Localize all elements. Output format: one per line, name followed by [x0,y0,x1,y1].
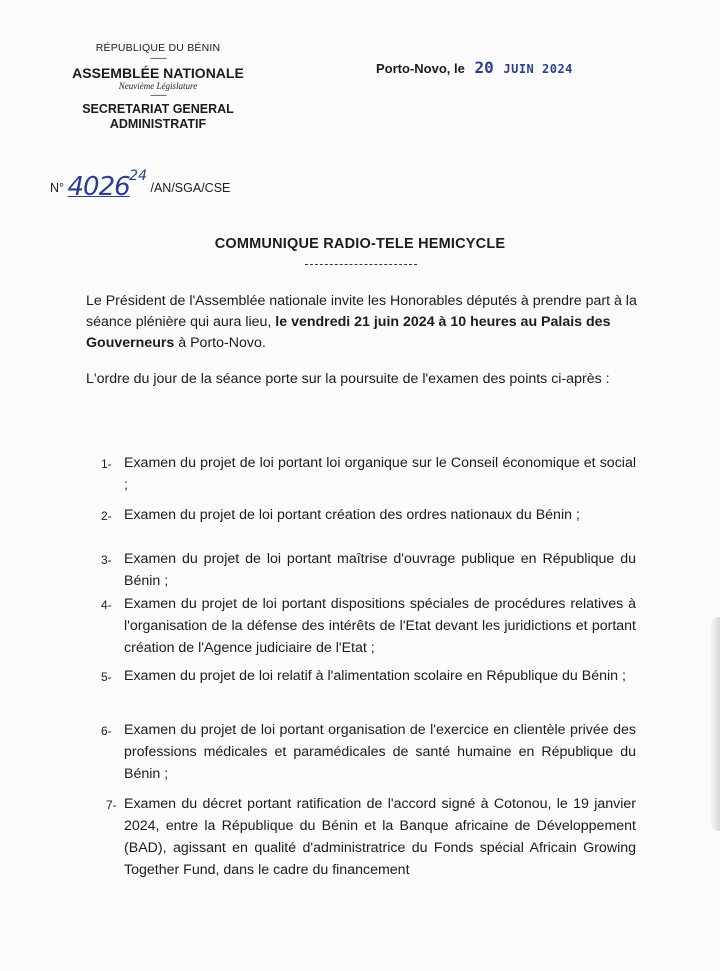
republic-label: RÉPUBLIQUE DU BÉNIN [95,42,221,54]
letterhead [58,42,258,132]
item-text: Examen du projet de loi portant organisation de l'exercice en clientèle privée des professions médicales et paramédicales de santé humaine en République du Bénin ; [124,722,636,782]
page-edge-shadow [711,617,720,831]
date-place: Porto-Novo, le [376,61,465,76]
ref-handwritten-number: 4026 [67,172,130,202]
item-number: 4- [101,598,112,612]
item-text: Examen du projet de loi portant maîtrise d'ouvrage publique en République du Bénin ; [124,551,636,589]
item-text: Examen du projet de loi portant dispositions spéciales de procédures relatives à l'organisation de la défense des intérêts de l'Etat devant les juridictions et portant création de l'Agence judiciaire de l'Etat ; [124,596,636,656]
item-number: 7- [106,798,117,812]
item-text: Examen du projet de loi portant loi organique sur le Conseil économique et social ; [124,455,636,493]
legislature-label: Neuvième Législature [118,81,198,91]
agenda-intro: L'ordre du jour de la séance porte sur la poursuite de l'examen des points ci-après : [86,371,610,387]
date-month-year: JUIN 2024 [503,62,573,76]
intro-paragraph [86,291,646,354]
ref-suffix: /AN/SGA/CSE [150,181,231,195]
ref-handwritten-year: 24 [129,168,147,184]
assembly-name: ASSEMBLÉE NATIONALE [72,65,244,81]
header-divider: -------- [150,53,166,63]
date-stamp [474,58,572,77]
item-text: Examen du projet de loi relatif à l'alimentation scolaire en République du Bénin ; [124,668,626,684]
secretariat-line-2: ADMINISTRATIF [109,117,207,131]
date-day: 20 [474,58,494,77]
item-text: Examen du décret portant ratification de l'accord signé à Cotonou, le 19 janvier 2024, entre la République du Bénin et la Banque africaine de Développement (BAD), agissant en qualité d'administratrice du Fonds spécial Africain Growing Together Fund, dans le cadre du financement [124,796,636,878]
intro-bold: le vendredi 21 juin 2024 à 10 heures au Palais des Gouverneurs [86,314,611,351]
document-title: COMMUNIQUE RADIO-TELE HEMICYCLE [214,236,506,252]
item-number: 3- [101,553,112,567]
intro-text-1: Le Président de l'Assemblée nationale invite les Honorables députés à prendre part à la séance plénière qui aura lieu, [86,293,637,330]
intro-text-2: à Porto-Novo. [174,335,266,351]
secretariat-line-1: SECRETARIAT GENERAL [82,102,234,116]
item-number: 5- [101,670,112,684]
title-separator [305,264,417,265]
item-text: Examen du projet de loi portant création des ordres nationaux du Bénin ; [124,507,580,523]
header-divider: -------- [150,90,166,100]
item-number: 2- [101,509,112,523]
reference-number [50,168,231,202]
item-number: 6- [101,724,112,738]
item-number: 1- [101,457,112,471]
date-line [376,58,573,77]
ref-prefix: N° [50,181,65,195]
